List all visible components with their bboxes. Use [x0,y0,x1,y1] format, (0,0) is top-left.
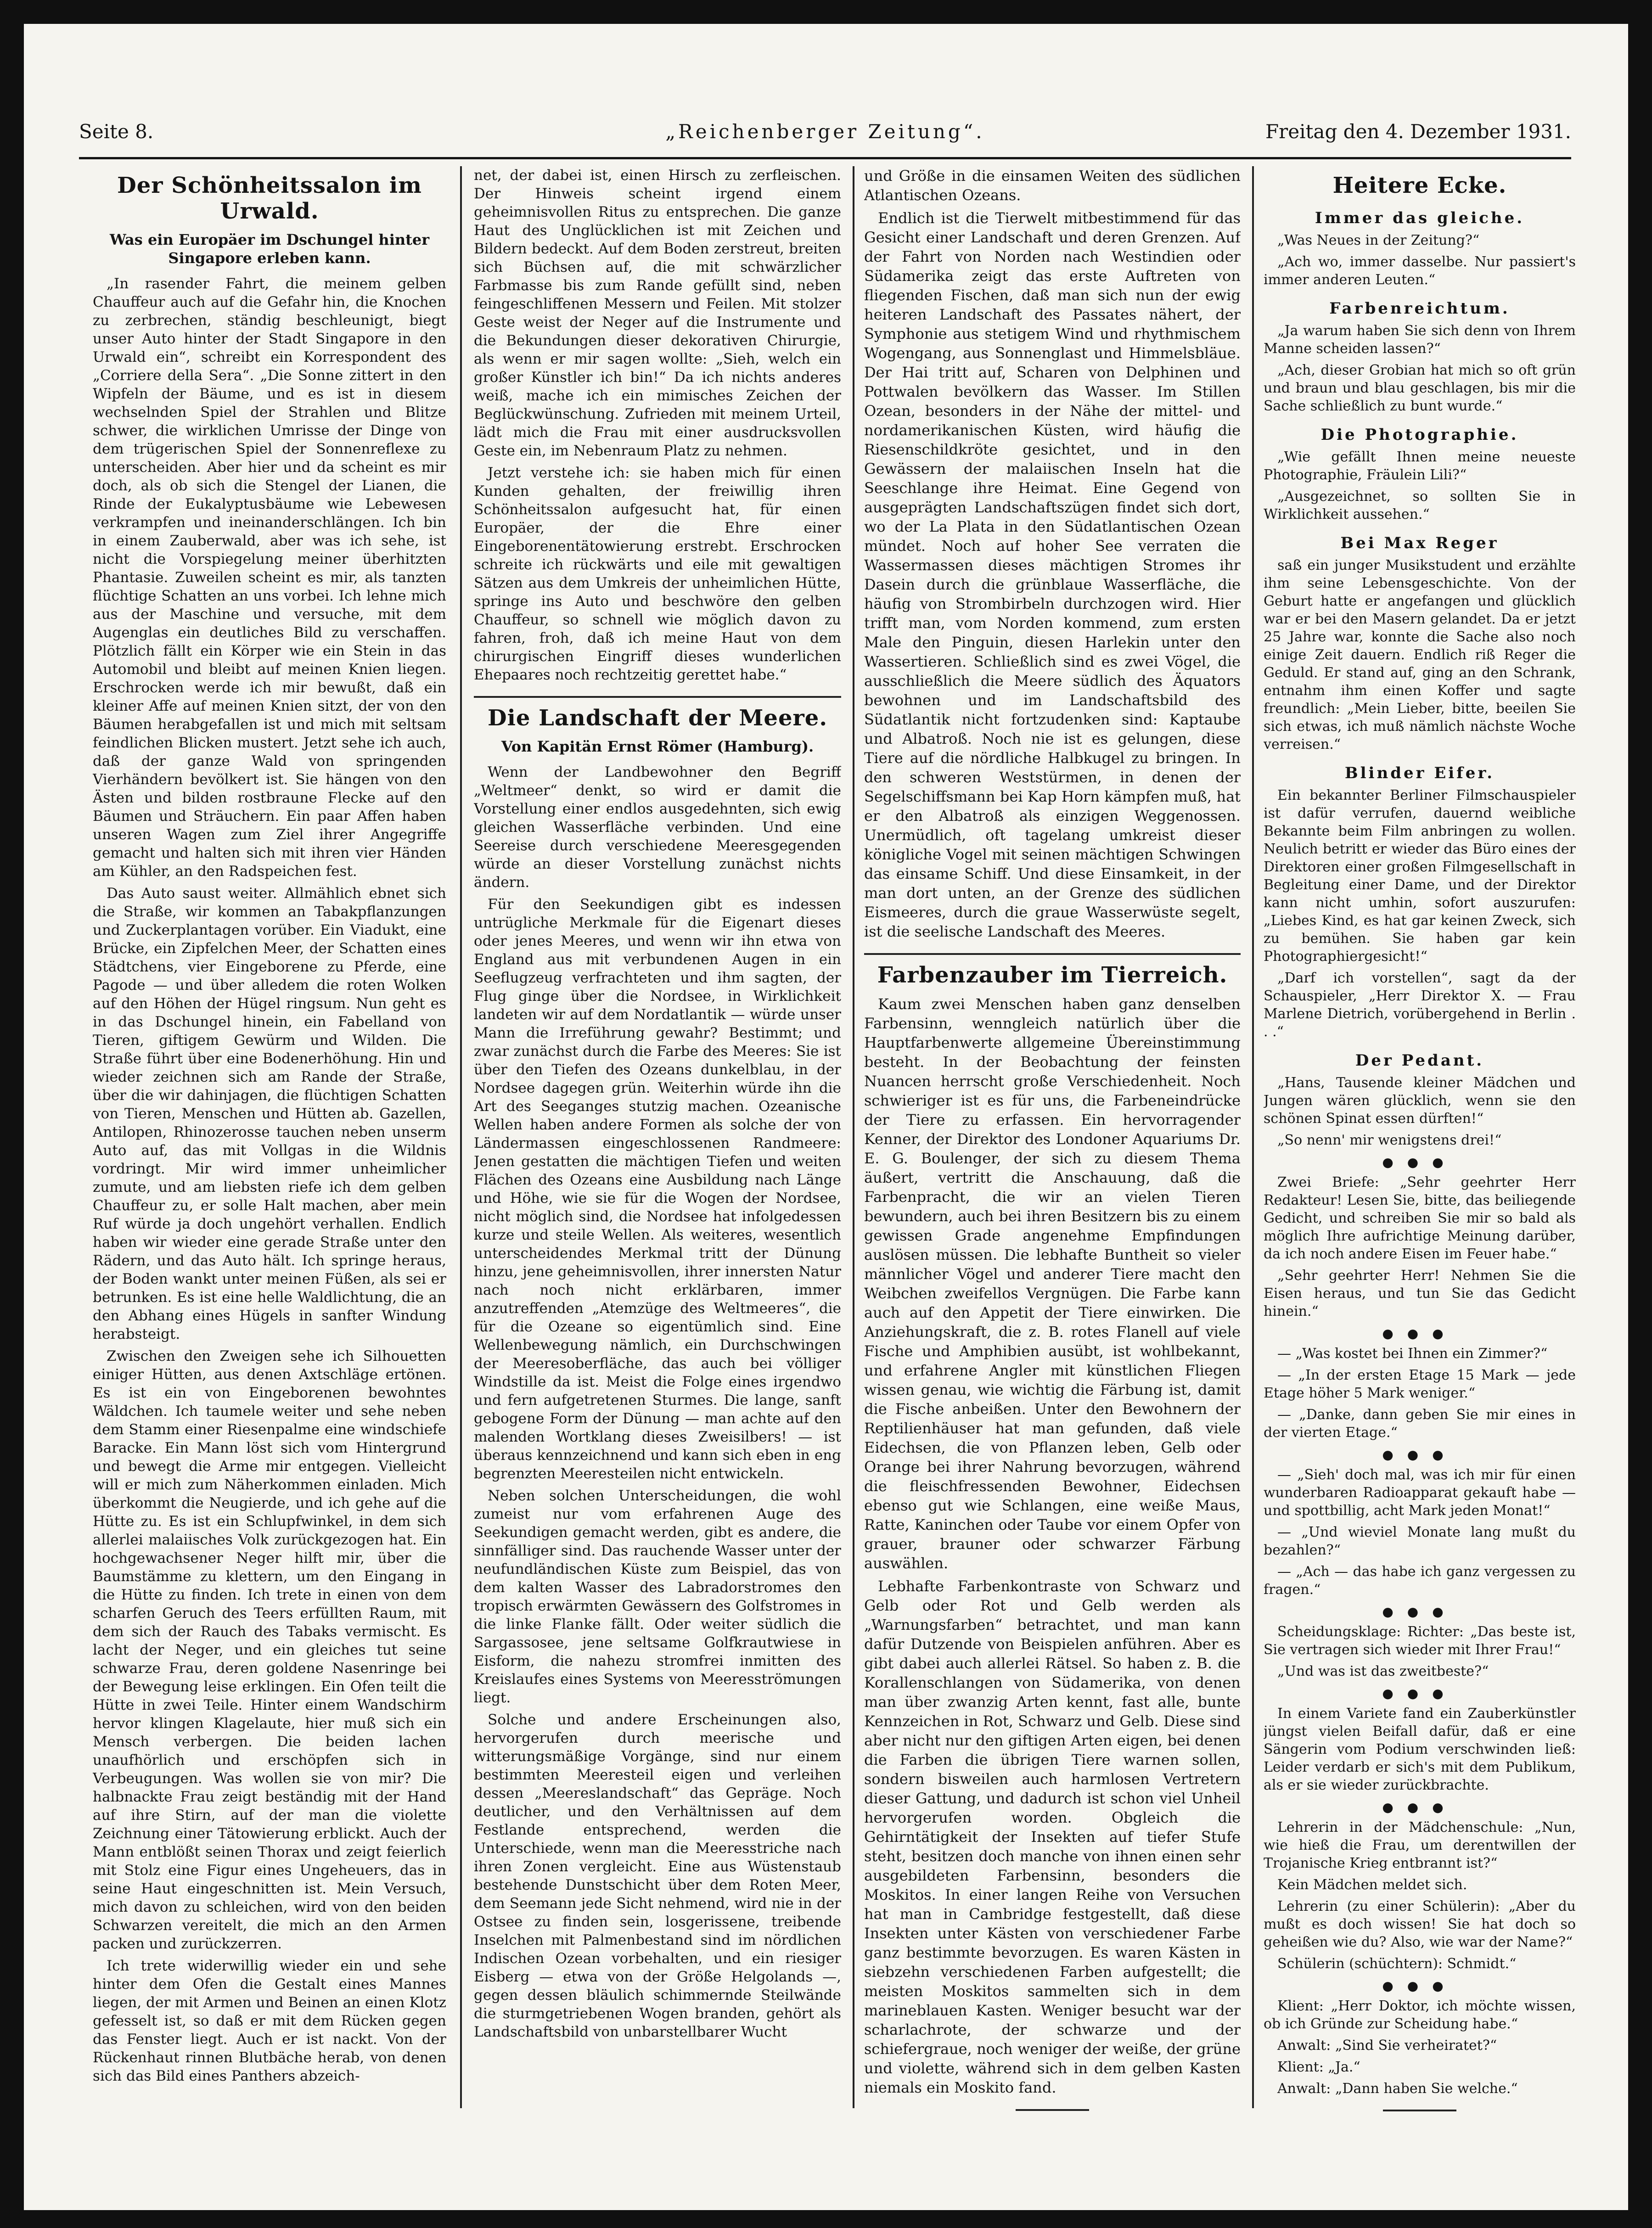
article-paragraph: net, der dabei ist, einen Hirsch zu zerfleischen. Der Hinweis scheint irgend einem geheimnisvollen Ritus zu entsprechen. Die ganze Haut des Unglücklichen ist mit Zeichen und Bildern bedeckt. Auf dem Boden zerstreut, breiten sich Büchsen auf, die mit schwärzlicher Farbmasse bis zum Rande gefüllt sind, neben feingeschliffenen Messern und Feilen. Mit stolzer Geste weist der Neger auf die Instrumente und die Bekundungen dieser dekorativen Chirurgie, als wenn er mir sagen wollte: „Sieh, welch ein großer Künstler ich bin!“ Da ich nichts anderes weiß, mache ich ein mimisches Zeichen der Beglückwünschung. Zufrieden mit meinem Urteil, lädt mich die Frau mit einer ausdrucksvollen Geste ein, im Nebenraum Platz zu nehmen. [474,167,841,459]
joke-line: „Hans, Tausende kleiner Mädchen und Jungen wären glücklich, wenn sie den schönen Spinat essen dürften!“ [1264,1075,1576,1127]
joke-line: „Ach wo, immer dasselbe. Nur passiert's immer anderen Leuten.“ [1264,254,1576,288]
joke-line: — „Und wieviel Monate lang mußt du bezahlen?“ [1264,1524,1576,1558]
joke-line: Lehrerin in der Mädchenschule: „Nun, wie hieß die Frau, um derentwillen der Trojanische Krieg entbrannt ist?“ [1264,1819,1576,1871]
article-paragraph: und Größe in die einsamen Weiten des südlichen Atlantischen Ozeans. [864,167,1241,204]
joke-line: „Was Neues in der Zeitung?“ [1277,232,1480,248]
article-paragraph: Neben solchen Unterscheidungen, die wohl zumeist nur vom erfahrenen Auge des Seekundigen gemacht werden, gibt es andere, die sinnfälliger sind. Das rauchende Wasser unter der neufundländischen Küste zum Beispiel, das von dem kalten Wasser des Labradorstromes den tropisch erwärmten Gewässern des Golfstromes in die linke Flanke fällt. Oder weiter südlich die Sargassosee, jene seltsame Golfkrautwiese in Eisform, die nahezu stromfrei inmitten des Kreislaufes eines Systems von Meeresströmungen liegt. [474,1487,841,1706]
joke-line: Klient: „Herr Doktor, ich möchte wissen, ob ich Gründe zur Scheidung habe.“ [1264,1998,1576,2032]
joke-line: „Darf ich vorstellen“, sagt da der Schauspieler, „Herr Direktor X. — Frau Marlene Dietrich, vorübergehend in Berlin . . .“ [1264,970,1576,1040]
column-rule [1252,166,1254,2108]
article-title: Der Schönheitssalon im Urwald. [117,173,422,224]
section-rule [864,953,1241,955]
page-number: Seite 8. [79,120,154,143]
joke-line: In einem Variete fand ein Zauberkünstler jüngst vielen Beifall dafür, daß er eine Sängerin vom Podium verschwinden ließ: Leider verdarb er sich's mit dem Publikum, als er sie wieder zurückbrachte. [1264,1706,1576,1793]
article-paragraph: Kaum zwei Menschen haben ganz denselben Farbensinn, wenngleich natürlich über die Hauptfarbenwerte allgemeine Übereinstimmung besteht. In der Beobachtung der feinsten Nuancen herrscht große Verschiedenheit. Noch schwieriger ist es für uns, die Farbeneindrücke der Tiere zu erfassen. Ein hervorragender Kenner, der Direktor des Londoner Aquariums Dr. E. G. Boulenger, der sich zu diesem Thema äußert, vertritt die Anschauung, daß die Farbenpracht, die wir an vielen Tieren bewundern, auch bei ihren Besitzern bis zu einem gewissen Grade angenehme Empfindungen auslösen müssen. Die lebhafte Buntheit so vieler männlicher Vögel und anderer Tiere macht den Weibchen zweifellos Vergnügen. Die Farbe kann auch auf den Appetit der Tiere einwirken. Die Anziehungskraft, die z. B. rotes Flanell auf viele Fische und Amphibien ausübt, ist wohlbekannt, und erfahrene Angler mit künstlichen Fliegen wissen genau, wie wichtig die Färbung ist, damit die Fische anbeißen. Unter den Bewohnern der Reptilienhäuser hat man gefunden, daß viele Eidechsen, die von Pflanzen leben, Gelb oder Orange bei ihrer Nahrung bevorzugen, während die fleischfressenden Bewohner, Eidechsen ebenso gut wie Schlangen, eine weiße Maus, Ratte, Kaninchen oder Taube vor einem Opfer von grauer, brauner oder schwarzer Färbung auswählen. [864,995,1241,1572]
joke-line: — „In der ersten Etage 15 Mark — jede Etage höher 5 Mark weniger.“ [1264,1367,1576,1401]
newspaper-page [24,24,1628,2210]
separator-dots: ●●● [1382,1978,1457,1993]
article-byline: Von Kapitän Ernst Römer (Hamburg). [501,738,814,755]
article-paragraph: Zwischen den Zweigen sehe ich Silhouetten einiger Hütten, aus denen Axtschläge ertönen. Es ist ein von Eingeborenen bewohntes Wäldchen. Ich taumele weiter und sehe neben dem Stamm einer Riesenpalme eine windschiefe Baracke. Ein Mann löst sich vom Hintergrund und bewegt die Arme mir entgegen. Vielleicht will er mich zum Näherkommen einladen. Mich überkommt die Neugierde, und ich gehe auf die Hütte zu. Es ist ein Schlupfwinkel, in dem sich allerlei malaiisches Volk zurückgezogen hat. Ein hochgewachsener Neger hilft mir, über die Baumstämme zu klettern, um den Eingang in die Hütte zu finden. Ich trete in einen von dem scharfen Geruch des Teers erfüllten Raum, mit dem sich der Rauch des Tabaks vermischt. Es lacht der Neger, und ein gleiches tut seine schwarze Frau, deren goldene Nasenringe bei der Bewegung leise erklingen. Ein Ofen teilt die Hütte in zwei Teile. Hinter einem Wandschirm hervor klingen Klagelaute, hier muß sich ein Mensch verbergen. Die beiden lachen unaufhörlich und erschöpfen sich in Verbeugungen. Was wollen sie von mir? Die halbnackte Frau zeigt beständig mit der Hand auf ihre Stirn, auf der man die violette Zeichnung einer Tätowierung erblickt. Auch der Mann entblößt seinen Thorax und zeigt feierlich mit Stolz eine Figur eines Ungeheuers, das in seine Haut eingeschnitten ist. Mein Versuch, mich davon zu schleichen, wird von den beiden Schwarzen vereitelt, die mich an den Armen packen und zurückzerren. [93,1348,446,1952]
joke-line: Lehrerin (zu einer Schülerin): „Aber du mußt es doch wissen! Sie hat doch so geheißen wie du? Also, wie war der Name?“ [1264,1898,1576,1950]
joke-line: — „Was kostet bei Ihnen ein Zimmer?“ [1277,1346,1548,1362]
joke-heading: Immer das gleiche. [1315,209,1525,227]
page-header [79,116,1571,157]
end-rule [1016,2109,1089,2111]
separator-dots: ●●● [1382,1155,1457,1170]
joke-line: Schülerin (schüchtern): Schmidt.“ [1277,1956,1517,1972]
joke-line: „Und was ist das zweitbeste?“ [1277,1663,1489,1679]
column-3 [864,166,1241,2140]
joke-line: „Wie gefällt Ihnen meine neueste Photographie, Fräulein Lili?“ [1264,449,1576,483]
section-title: Heitere Ecke. [1332,173,1507,198]
joke-heading: Die Photographie. [1320,426,1519,444]
article-paragraph: „In rasender Fahrt, die meinem gelben Chauffeur auch auf die Gefahr hin, die Knochen zu zerbrechen, ständig beschleunigt, biegt unser Auto hinter der Stadt Singapore in den Urwald ein“, schreibt ein Korrespondent des „Corriere della Sera“. „Die Sonne zittert in den Wipfeln der Bäume, und es ist in diesem wechselnden Spiel der Strahlen und Blitze schwer, die wirklichen Umrisse der Dinge von dem trügerischen Spiel der Sonnenreflexe zu unterscheiden. Aber hier und da scheint es mir doch, als ob sich die Stengel der Lianen, die Rinde der Eukalyptusbäume wie Lebewesen verkrampfen und ineinanderschlängen. Ich bin in einem Zauberwald, aber was ich sehe, ist nicht die Vorspiegelung meiner überhitzten Phantasie. Zuweilen scheint es mir, als tanzten flüchtige Schatten an uns vorbei. Ich lehne mich aus der Maschine und versuche, mit dem Augenglas ein deutliches Bild zu verschaffen. Plötzlich fällt ein Körper wie ein Stein in das Automobil und bleibt auf meinen Knien liegen. Erschrocken werde ich mir bewußt, daß ein kleiner Affe auf meinen Knien sitzt, der von den Bäumen herabgefallen ist und mich mit seltsam feindlichen Blicken mustert. Jetzt sehe ich auch, daß der ganze Wald von springenden Vierhändern bevölkert ist. Sie hängen von den Ästen und bilden rostbraune Flecke auf den Bäumen und Sträuchern. Ein paar Affen haben unseren Wagen zum Ziel ihrer Angegriffe gemacht und halten sich mit ihren vier Händen am Kühler, an den Radspeichen fest. [93,275,446,880]
column-2 [474,166,841,2140]
newspaper-title: „Reichenberger Zeitung“. [665,120,985,143]
column-4 [1264,166,1576,2140]
joke-line: Kein Mädchen meldet sich. [1277,1877,1467,1893]
header-rule [79,157,1571,159]
separator-dots: ●●● [1382,1686,1457,1701]
joke-line: — „Danke, dann geben Sie mir eines in der vierten Etage.“ [1264,1407,1576,1441]
joke-heading: Farbenreichtum. [1329,299,1510,318]
joke-line: Anwalt: „Dann haben Sie welche.“ [1277,2081,1518,2097]
article-paragraph: Jetzt verstehe ich: sie haben mich für einen Kunden gehalten, der freiwillig ihren Schönheitssalon aufgesucht hat, für einen Europäer, der die Ehre einer Eingeborenentätowierung erstrebt. Erschrocken schreite ich rückwärts und eile mit gewaltigen Sätzen aus dem Umkreis der unheimlichen Hütte, springe ins Auto und beschwöre den gelben Chauffeur, so schnell wie möglich davon zu fahren, froh, daß ich meine Haut von dem chirurgischen Eingriff dieses wunderlichen Ehepaares noch rechtzeitig gerettet habe.“ [474,465,841,683]
joke-line: saß ein junger Musikstudent und erzählte ihm seine Lebensgeschichte. Von der Geburt hatte er angefangen und glücklich war er bei den Masern gelandet. Da er jetzt 25 Jahre war, konnte die Sache also noch einige Zeit dauern. Endlich riß Reger die Geduld. Er stand auf, ging an den Schrank, entnahm ihm einen Koffer und sagte freundlich: „Mein Lieber, bitte, beeilen Sie sich etwas, ich muß nämlich nächste Woche verreisen.“ [1264,557,1576,752]
end-rule [1383,2110,1456,2111]
article-title: Farbenzauber im Tierreich. [877,962,1228,988]
joke-line: „So nenn' mir wenigstens drei!“ [1277,1132,1502,1148]
joke-line: Anwalt: „Sind Sie verheiratet?“ [1277,2037,1497,2054]
separator-dots: ●●● [1382,1447,1457,1462]
column-rule [460,166,462,2108]
article-paragraph: Lebhafte Farbenkontraste von Schwarz und Gelb oder Rot und Gelb werden als „Warnungsfarben“ betrachtet, und man kann dafür Dutzende von Beispielen anführen. Aber es gibt dabei auch allerlei Rätsel. So haben z. B. die Korallenschlangen von Südamerika, von denen man über zwanzig Arten kennt, fast alle, bunte Kennzeichen in Rot, Schwarz und Gelb. Diese sind aber nicht nur den giftigen Arten eigen, bei denen die Farben die übrigen Tiere warnen sollen, sondern bisweilen auch harmlosen Vertretern dieser Gattung, und dadurch ist schon viel Unheil hervorgerufen worden. Obgleich die Gehirntätigkeit der Insekten auf tiefer Stufe steht, besitzen doch manche von ihnen einen sehr ausgebildeten Farbensinn, besonders die Moskitos. In einer langen Reihe von Versuchen hat man in Cambridge festgestellt, daß diese Insekten unter Kästen von verschiedener Farbe ganz bestimmte bevorzugen. Es waren Kästen in siebzehn verschiedenen Farben aufgestellt; die meisten Moskitos sammelten sich in dem marineblauen Kasten. Weniger besucht war der scharlachrote, der schwarze und der schiefergraue, noch weniger der weiße, der grüne und violette, während sich in dem gelben Kasten niemals ein Moskito fand. [864,1577,1241,2096]
joke-line: Scheidungsklage: Richter: „Das beste ist, Sie vertragen sich wieder mit Ihrer Frau!“ [1264,1624,1576,1658]
article-title: Die Landschaft der Meere. [487,705,828,731]
joke-line: Ein bekannter Berliner Filmschauspieler ist dafür verrufen, dauernd weibliche Bekannte beim Film anbringen zu wollen. Neulich betritt er wieder das Büro eines der Direktoren einer großen Filmgesellschaft in Begleitung einer Dame, und der Direktor kann nicht umhin, sofort auszurufen: „Liebes Kind, es hat gar keinen Zweck, sich zu bemühen. Sie haben gar kein Photographiergesicht!“ [1264,787,1576,965]
article-paragraph: Das Auto saust weiter. Allmählich ebnet sich die Straße, wir kommen an Tabakpflanzungen und Zuckerplantagen vorüber. Ein Viadukt, eine Brücke, ein Zipfelchen Meer, der Schatten eines Städtchens, vier Eingeborene zu Pferde, eine Pagode — und über alledem die roten Wolken auf den Höhen der Hügel ringsum. Nun geht es in das Dschungel hinein, ein Fabelland von Tieren, giftigem Gewürm und Wilden. Die Straße führt über eine Bodenerhöhung. Hin und wieder zeichnen sich am Rande der Straße, über die wir dahinjagen, die flüchtigen Schatten von Tieren, Menschen und Hütten ab. Gazellen, Antilopen, Rhinozerosse tauchen neben unserm Auto auf, das mit Vollgas in die Wildnis vordringt. Mir wird immer unheimlicher zumute, und am liebsten riefe ich dem gelben Chauffeur zu, er solle Halt machen, aber mein Ruf würde ja doch ungehört verhallen. Endlich haben wir wieder eine gerade Straße unter den Rädern, und das Auto hält. Ich springe heraus, der Boden wankt unter meinen Füßen, als sei er betrunken. Es ist eine helle Waldlichtung, die an den Abhang eines Hügels in sanfter Windung herabsteigt. [93,885,446,1342]
joke-line: Zwei Briefe: „Sehr geehrter Herr Redakteur! Lesen Sie, bitte, das beiliegende Gedicht, und schreiben Sie mir so bald als möglich Ihre aufrichtige Meinung darüber, da ich noch andere Eisen im Feuer habe.“ [1264,1174,1576,1262]
article-paragraph: Für den Seekundigen gibt es indessen untrügliche Merkmale für die Eigenart dieses oder jenes Meeres, und wenn wir ihn etwa von England aus mit verbundenen Augen in ein Seeflugzeug verfrachteten und ihm sagten, der Flug ginge über die Nordsee, in Wirklichkeit landeten wir auf dem Nordatlantik — würde unser Mann die Irreführung gewahr? Bestimmt; und zwar zunächst durch die Farbe des Meeres: Sie ist über den Tiefen des Ozeans dunkelblau, in der Nordsee dagegen grün. Weiterhin würde ihn die Art des Seeganges stutzig machen. Ozeanische Wellen haben andere Formen als solche der von Ländermassen eingeschlossenen Randmeere: Jenen gestatten die mächtigen Tiefen und weiten Flächen des Ozeans eine Ausbildung nach Länge und Höhe, wie sie für die Wogen der Nordsee, nicht möglich sind, die Nordsee hat infolgedessen kurze und steile Wellen. Als weiteres, wesentlich unterscheidendes Merkmal tritt der Dünung hinzu, jene geheimnisvollen, ihrer innersten Natur nach noch nicht erklärbaren, immer anzutreffenden „Atemzüge des Weltmeeres“, die für die Ozeane so eigentümlich sind. Eine Wellenbewegung nämlich, ein Durchschwingen der Meeresoberfläche, das auch bei völliger Windstille da ist. Meist die Folge eines irgendwo und fern aufgetretenen Sturmes. Die lange, sanft gebogene Form der Dünung — man achte auf den malenden Wortklang dieses Zweisilbers! — ist überaus kennzeichnend und kann sich eben in eng begrenzten Meeresteilen nicht entwickeln. [474,896,841,1482]
joke-heading: Bei Max Reger [1340,534,1499,552]
separator-dots: ●●● [1382,1604,1457,1619]
article-subtitle: Was ein Europäer im Dschungel hinter Singapore erleben kann. [109,231,430,267]
joke-line: „Ausgezeichnet, so sollten Sie in Wirklichkeit aussehen.“ [1264,488,1576,522]
joke-line: „Ja warum haben Sie sich denn von Ihrem Manne scheiden lassen?“ [1264,323,1576,357]
article-paragraph: Ich trete widerwillig wieder ein und sehe hinter dem Ofen die Gestalt eines Mannes liegen, der mit Armen und Beinen an einen Klotz gefesselt ist, so daß er mit dem Rücken gegen das Fenster liegt. Auch er ist nackt. Von der Rückenhaut rinnen Blutbäche herab, von denen sich das Bild eines Panthers abzeich- [93,1958,446,2084]
section-rule [474,696,841,698]
separator-dots: ●●● [1382,1800,1457,1815]
column-1 [93,166,446,2140]
article-paragraph: Wenn der Landbewohner den Begriff „Weltmeer“ denkt, so wird er damit die Vorstellung einer endlos ausgedehnten, sich ewig gleichen Wasserfläche verbinden. Und eine Seereise durch verschiedene Meeresgegenden würde an dieser Vorstellung zunächst nichts ändern. [474,764,841,891]
joke-heading: Blinder Eifer. [1344,764,1495,782]
article-paragraph: Solche und andere Erscheinungen also, hervorgerufen durch meerische und witterungsmäßige Vorgänge, sind nur einem bestimmten Meeresteil eigen und verleihen dessen „Meereslandschaft“ das Gepräge. Noch deutlicher, und den Verhältnissen auf dem Festlande entsprechend, werden die Unterschiede, wenn man die Meeresstriche nach ihren Zonen vergleicht. Eine aus Wüstenstaub bestehende Dunstschicht über dem Roten Meer, dem Seemann jede Sicht nehmend, wird nie in der Ostsee zu finden sein, losgerissene, treibende Inselchen mit Palmenbestand sind im nördlichen Indischen Ozean vorbehalten, und ein riesiger Eisberg — etwa von der Größe Helgolands —, gegen dessen bläulich schimmernde Steilwände die sturmgetriebenen Wogen branden, gehört als Landschaftsbild von unbarstellbarer Wucht [474,1712,841,2040]
joke-heading: Der Pedant. [1355,1051,1484,1070]
joke-line: „Ach, dieser Grobian hat mich so oft grün und braun und blau geschlagen, bis mir die Sache schließlich zu bunt wurde.“ [1264,362,1576,414]
joke-line: Klient: „Ja.“ [1277,2059,1360,2075]
joke-line: — „Ach — das habe ich ganz vergessen zu fragen.“ [1264,1564,1576,1598]
article-paragraph: Endlich ist die Tierwelt mitbestimmend für das Gesicht einer Landschaft und deren Grenzen. Auf der Fahrt von Norden nach Westindien oder Südamerika zeigt das erste Auftreten von fliegenden Fischen, daß man sich nun der ewig heiteren Landschaft des Passates nähert, der Symphonie aus stetigem Wind und rhythmischem Wogengang, aus Sonnenglast und Himmelsbläue. Der Hai tritt auf, Scharen von Delphinen und Pottwalen bevölkern das Wasser. Im Stillen Ozean, besonders in der Nähe der mittel- und nordamerikanischen Küsten, wird häufig die Riesenschildkröte gesichtet, und in den Gewässern der malaiischen Inseln hat die Seeschlange ihre Heimat. Eine Gegend von ausgeprägten Landschaftszügen findet sich dort, wo der La Plata in den Südatlantischen Ozean mündet. Noch auf hoher See verraten die Wassermassen dieses mächtigen Stromes ihr Dasein durch die grünblaue Wasserfläche, die häufig von Strombirbeln durchzogen wird. Hier trifft man, vom Norden kommend, zum ersten Male den Pinguin, diesen Harlekin unter den Wassertieren. Schließlich sind es zwei Vögel, die ausschließlich die Meere südlich des Äquators bewohnen und im Landschaftsbild des Südatlantik nicht fortzudenken sind: Kaptaube und Albatroß. Noch nie ist es gelungen, diese Tiere auf die nördliche Halbkugel zu bringen. In den schweren Weststürmen, in denen der Segelschiffsmann bei Kap Horn kämpfen muß, hat er den Albatroß als einzigen Weggenossen. Unermüdlich, oft tagelang umkreist dieser königliche Vogel mit seinen mächtigen Schwingen das einsame Schiff. Und diese Einsamkeit, in der man dort unten, an der Grenze des südlichen Eismeeres, durch die graue Wasserwüste segelt, ist die seelische Landschaft des Meeres. [864,209,1241,940]
issue-date: Freitag den 4. Dezember 1931. [1265,120,1571,143]
joke-line: — „Sieh' doch mal, was ich mir für einen wunderbaren Radioapparat gekauft habe — und spottbillig, acht Mark jeden Monat!“ [1264,1467,1576,1519]
joke-line: „Sehr geehrter Herr! Nehmen Sie die Eisen heraus, und tun Sie das Gedicht hinein.“ [1264,1268,1576,1319]
separator-dots: ●●● [1382,1326,1457,1341]
column-rule [853,166,854,2108]
